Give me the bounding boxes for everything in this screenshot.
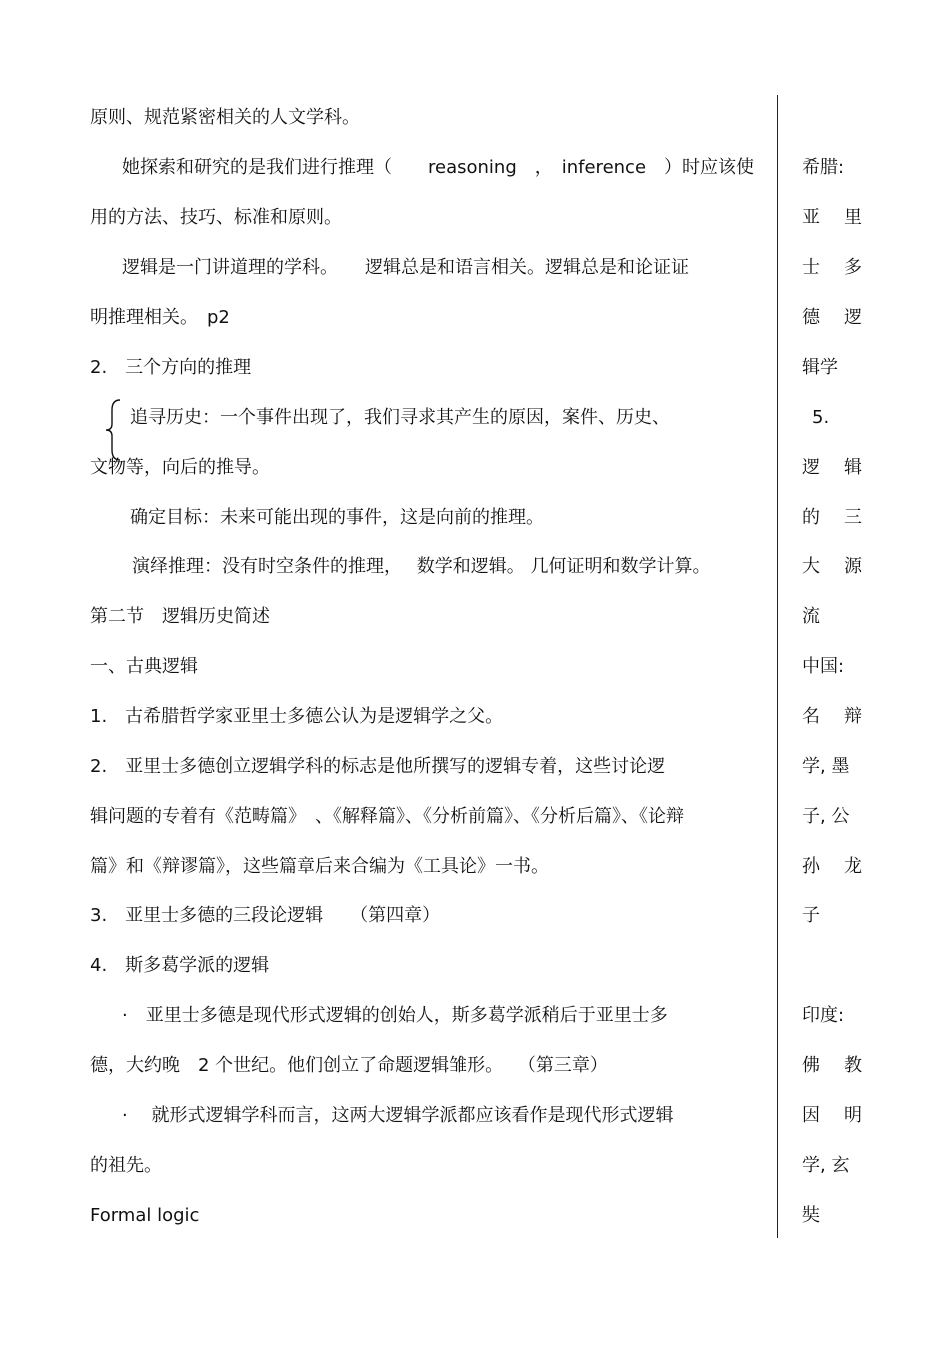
side-greece: 希腊:: [802, 157, 845, 178]
main-line-21: · 就形式逻辑学科而言，这两大逻辑学派都应该看作是现代形式逻辑: [122, 1105, 674, 1126]
main-line-16: 篇》和《辩谬篇》，这些篇章后来合编为《工具论》一书。: [90, 856, 549, 877]
side-note: 因 明: [802, 1105, 862, 1126]
main-line-19: · 亚里士多德是现代形式逻辑的创始人，斯多葛学派稍后于亚里士多: [122, 1005, 668, 1026]
side-note: 孙 龙: [802, 856, 862, 877]
side-note: 逻 辑: [802, 457, 862, 478]
side-note: 子, 公: [802, 806, 850, 827]
side-china: 中国:: [802, 656, 845, 677]
side-number: 5.: [812, 407, 830, 428]
side-note: 学, 墨: [802, 756, 850, 777]
main-line-17: 3. 亚里士多德的三段论逻辑 （第四章）: [90, 905, 441, 926]
side-note: 奘: [802, 1205, 820, 1226]
main-line-1: 原则、规范紧密相关的人文学科。: [90, 107, 360, 128]
side-note: 名 辩: [802, 706, 862, 727]
main-line-13: 1. 古希腊哲学家亚里士多德公认为是逻辑学之父。: [90, 706, 504, 727]
side-india: 印度:: [802, 1005, 845, 1026]
main-line-2: 她探索和研究的是我们进行推理（ reasoning ， inference ）时应该使: [122, 157, 755, 178]
side-note: 子: [802, 905, 820, 926]
main-line-15: 辑问题的专着有《范畴篇》 、《解释篇》、《分析前篇》、《分析后篇》、《论辩: [90, 806, 684, 827]
main-line-8: 文物等，向后的推导。: [90, 457, 270, 478]
main-line-7: 追寻历史：一个事件出现了，我们寻求其产生的原因，案件、历史、: [130, 407, 670, 428]
main-line-9: 确定目标：未来可能出现的事件，这是向前的推理。: [130, 507, 544, 528]
main-line-10: 演绎推理：没有时空条件的推理， 数学和逻辑。 几何证明和数学计算。: [132, 556, 711, 577]
subsection-heading: 一、古典逻辑: [90, 656, 198, 677]
main-line-18: 4. 斯多葛学派的逻辑: [90, 955, 270, 976]
side-note: 的 三: [802, 507, 862, 528]
heading-three-directions: 2. 三个方向的推理: [90, 357, 252, 378]
brace-icon: [104, 398, 122, 462]
margin-divider: [777, 95, 778, 1238]
side-note: 佛 教: [802, 1055, 862, 1076]
main-line-20: 德，大约晚 2 个世纪。他们创立了命题逻辑雏形。 （第三章）: [90, 1055, 608, 1076]
side-note: 学, 玄: [802, 1155, 850, 1176]
main-line-5: 明推理相关。 p2: [90, 307, 230, 328]
main-line-23: Formal logic: [90, 1205, 200, 1226]
main-line-22: 的祖先。: [90, 1155, 162, 1176]
main-line-4: 逻辑是一门讲道理的学科。 逻辑总是和语言相关。逻辑总是和论证证: [122, 257, 689, 278]
side-note: 大 源: [802, 556, 862, 577]
side-note: 德 逻: [802, 307, 862, 328]
side-note: 亚 里: [802, 207, 862, 228]
side-note: 士 多: [802, 257, 862, 278]
side-note: 流: [802, 606, 820, 627]
section-heading: 第二节 逻辑历史简述: [90, 606, 270, 627]
main-line-14: 2. 亚里士多德创立逻辑学科的标志是他所撰写的逻辑专着，这些讨论逻: [90, 756, 666, 777]
side-note: 辑学: [802, 357, 838, 378]
main-line-3: 用的方法、技巧、标准和原则。: [90, 207, 342, 228]
